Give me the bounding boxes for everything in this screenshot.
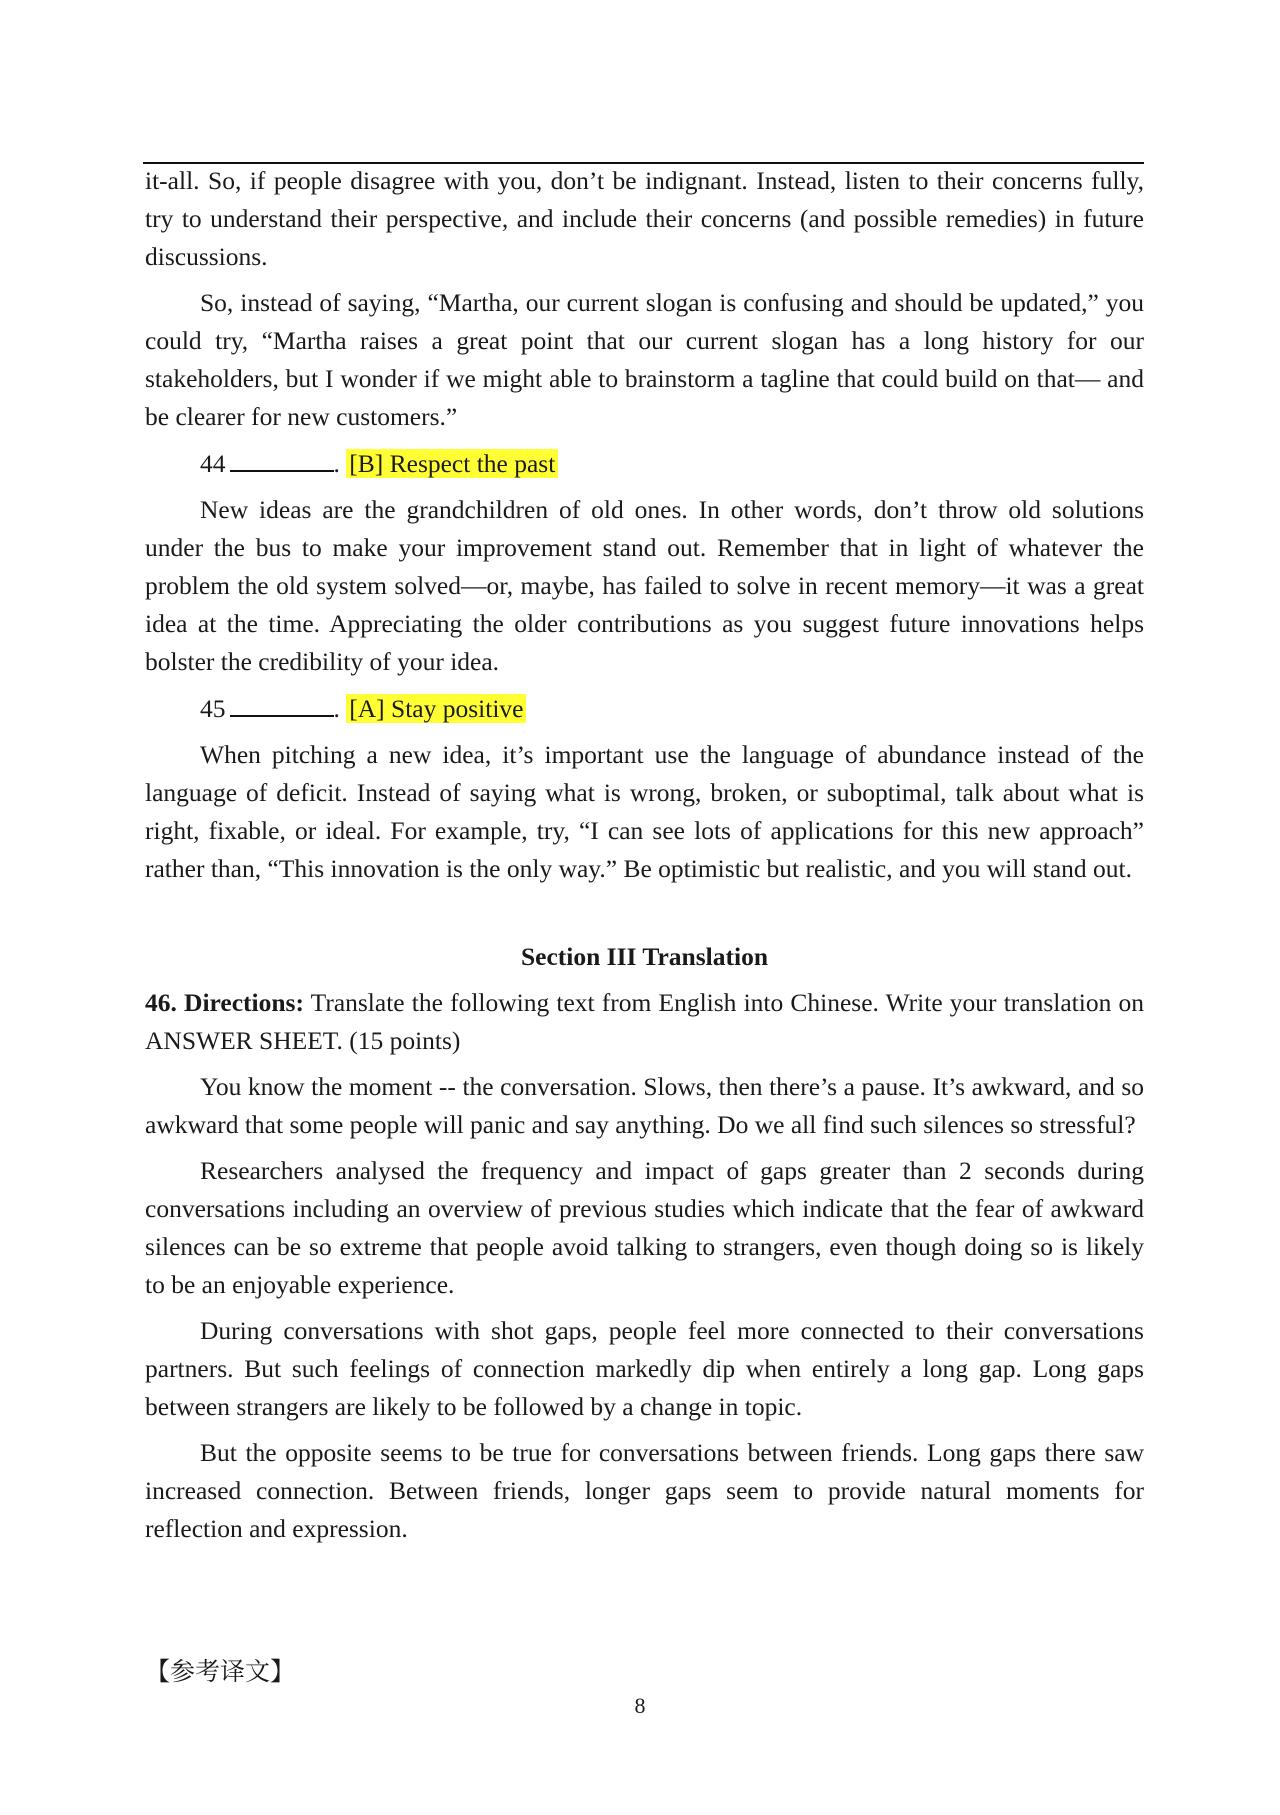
page-number: 8 [634, 1693, 646, 1718]
answer-blank-45 [230, 689, 334, 717]
translation-paragraph-3: During conversations with shot gaps, people feel more connected to their conversations partners. But such feelings of connection markedly dip when entirely a long gap. Long gaps between strangers are likely to be followed by a change in topic. [145, 1316, 1144, 1421]
paragraph-respect-past: New ideas are the grandchildren of old ones. In other words, don’t throw old solutions under the bus to make your improvement stand out. Remember that in light of whatever the problem the old system solved—or, maybe, has failed to solve in recent memory—it was a great idea at the time. Appreciating the older contributions as you suggest future innovations helps bolster the credibility of your idea. [145, 495, 1144, 676]
question-44-number: 44 [200, 449, 226, 478]
answer-blank-44 [230, 444, 334, 472]
document-body [145, 162, 1144, 1548]
directions-label: 46. Directions: [145, 988, 304, 1017]
question-45-number: 45 [200, 694, 226, 723]
section-title: Section III Translation [520, 942, 769, 971]
question-44-line: 44 . [B] Respect the past [145, 444, 1144, 483]
directions [145, 984, 1144, 1060]
translation-paragraph-1: You know the moment -- the conversation. Slows, then there’s a pause. It’s awkward, and so awkward that some people will panic and say anything. Do we all find such silences so stressful? [145, 1072, 1144, 1139]
paragraph-stay-positive: When pitching a new idea, it’s important use the language of abundance instead of the language of deficit. Instead of saying what is wrong, broken, or suboptimal, talk about what is right, fixable, or ideal. For example, try, “I can see lots of applications for this new approach” rather than, “This innovation is the only way.” Be optimistic but realistic, and you will stand out. [145, 740, 1144, 883]
paragraph-continuation: it-all. So, if people disagree with you, don’t be indignant. Instead, listen to their concerns fully, try to understand their perspective, and include their concerns (and possible remedies) in future discussions. [145, 166, 1144, 271]
question-44-answer: [B] Respect the past [346, 449, 558, 478]
reference-translation-heading: 【参考译文】 [145, 1657, 296, 1686]
directions-text: Translate the following text from English into Chinese. Write your translation on ANSWER SHEET. (15 points) [145, 988, 1144, 1055]
translation-paragraph-4: But the opposite seems to be true for conversations between friends. Long gaps there saw increased connection. Between friends, longer gaps seem to provide natural moments for reflection and expression. [145, 1438, 1144, 1543]
paragraph-example: So, instead of saying, “Martha, our current slogan is confusing and should be updated,” you could try, “Martha raises a great point that our current slogan has a long history for our stakeholders, but I wonder if we might able to brainstorm a tagline that could build on that— and be clearer for new customers.” [145, 288, 1144, 431]
question-45-answer: [A] Stay positive [346, 694, 526, 723]
question-45-line: 45 . [A] Stay positive [145, 689, 1144, 728]
translation-paragraph-2: Researchers analysed the frequency and impact of gaps greater than 2 seconds during conversations including an overview of previous studies which indicate that the fear of awkward silences can be so extreme that people avoid talking to strangers, even though doing so is likely to be an enjoyable experience. [145, 1156, 1144, 1299]
